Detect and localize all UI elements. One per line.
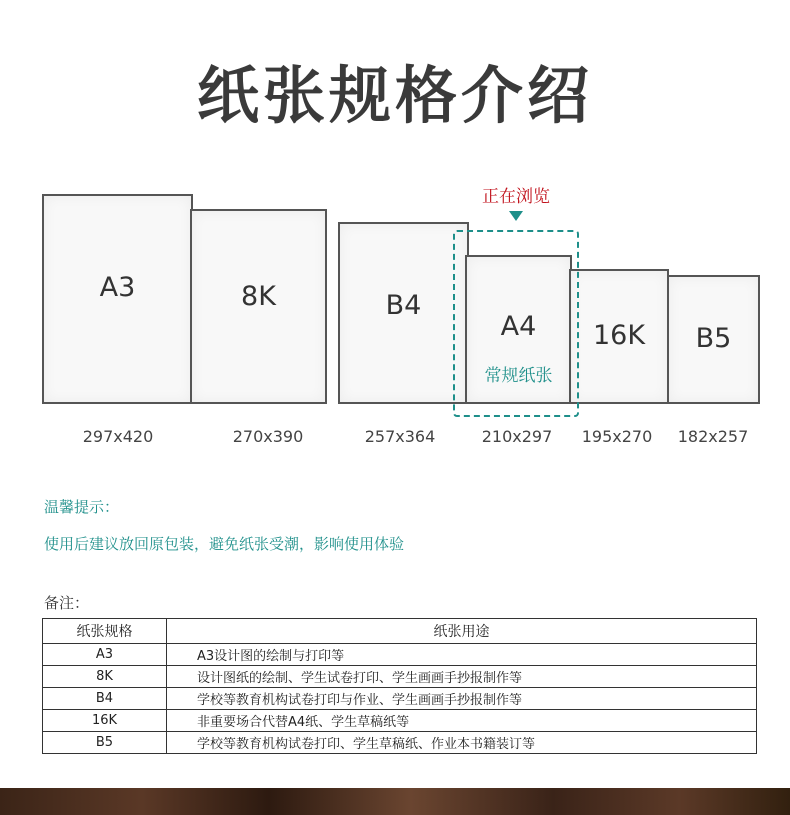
paper-label: B5 [695,323,732,354]
paper-8k [190,209,327,404]
now-viewing-label: 正在浏览 [482,187,550,207]
row-usage: 设计图纸的绘制、学生试卷打印、学生画画手抄报制作等 [167,666,757,688]
paper-usage-table [42,618,757,754]
paper-label: B4 [385,290,422,321]
row-spec: A3 [43,644,167,666]
page-title: 纸张规格介绍 [196,59,593,132]
row-usage: 非重要场合代替A4纸、学生草稿纸等 [167,710,757,732]
row-usage: 学校等教育机构试卷打印与作业、学生画画手抄报制作等 [167,688,757,710]
paper-label: 16K [592,320,646,351]
row-usage: 学校等教育机构试卷打印、学生草稿纸、作业本书籍装订等 [167,732,757,754]
paper-dimension-label: 210x297 [481,427,553,446]
paper-16k [569,269,669,404]
paper-label: A3 [99,272,136,303]
paper-label: A4 [500,311,537,342]
paper-dimension-label: 270x390 [232,427,304,446]
table-row [43,644,757,666]
row-spec: B5 [43,732,167,754]
tips-title: 温馨提示： [44,498,120,516]
current-selection-highlight [453,230,579,417]
paper-note: 常规纸张 [484,366,553,386]
row-usage: A3设计图的绘制与打印等 [167,644,757,666]
table-row [43,688,757,710]
paper-dimension-label: 182x257 [677,427,749,446]
paper-a3 [42,194,193,404]
paper-dimension-label: 195x270 [581,427,653,446]
paper-label: 8K [241,281,276,312]
row-spec: B4 [43,688,167,710]
paper-dimension-label: 257x364 [364,427,436,446]
remark-label: 备注： [44,594,90,612]
row-spec: 8K [43,666,167,688]
table-row [43,666,757,688]
table-row [43,710,757,732]
paper-dimension-label: 297x420 [82,427,154,446]
down-arrow-icon [509,211,523,221]
paper-b4 [338,222,469,404]
header-usage: 纸张用途 [167,619,757,644]
row-spec: 16K [43,710,167,732]
header-spec: 纸张规格 [43,619,167,644]
wood-table-edge [0,788,790,815]
paper-b5 [667,275,760,404]
table-header-row [43,619,757,644]
tips-text: 使用后建议放回原包装，避免纸张受潮，影响使用体验 [44,535,405,553]
table-row [43,732,757,754]
